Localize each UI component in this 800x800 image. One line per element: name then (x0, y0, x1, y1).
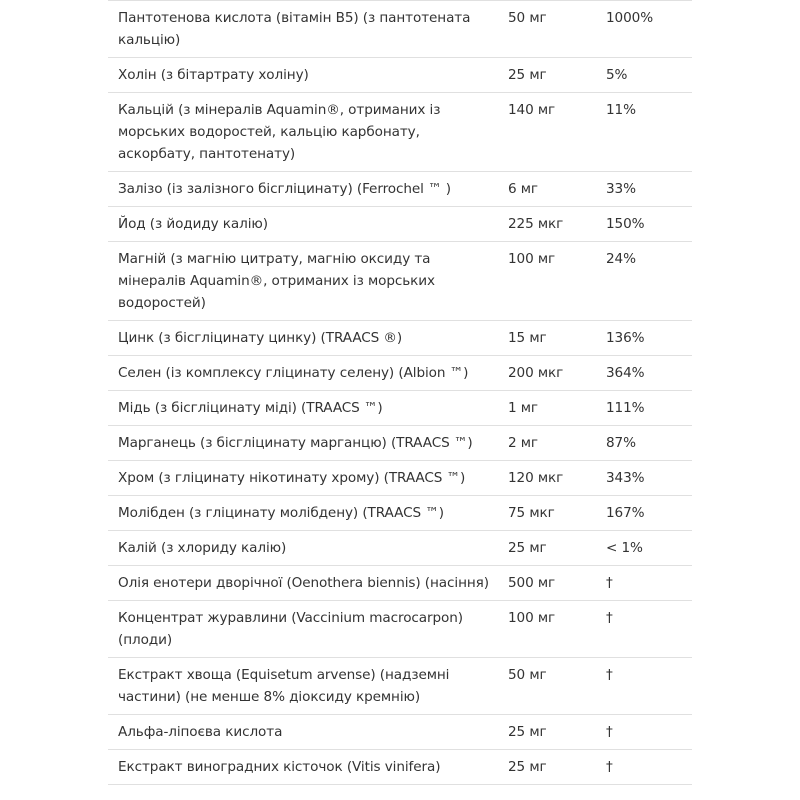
ingredient-name: Залізо (із залізного бісгліцинату) (Ferrochel ™ ) (118, 181, 451, 197)
ingredient-amount: 25 мг (508, 540, 547, 556)
daily-value: 87% (606, 435, 636, 451)
ingredient-amount: 120 мкг (508, 470, 564, 486)
ingredient-amount: 25 мг (508, 759, 547, 775)
ingredient-name: Олія енотери дворічної (Oenothera biennis) (насіння) (118, 575, 489, 591)
ingredient-name: Мідь (з бісгліцинату міді) (TRAACS ™) (118, 400, 383, 416)
ingredient-name: Альфа-ліпоєва кислота (118, 724, 283, 740)
table-row (108, 321, 692, 356)
ingredient-name: Магній (з магнію цитрату, магнію оксиду та мінералів Aquamin®, отриманих із морських водоростей) (118, 251, 435, 311)
daily-value: † (606, 724, 613, 740)
daily-value: 167% (606, 505, 645, 521)
table-row (108, 207, 692, 242)
table-row (108, 58, 692, 93)
ingredient-name: Марганець (з бісгліцинату марганцю) (TRAACS ™) (118, 435, 473, 451)
table-row (108, 426, 692, 461)
supplement-facts-table (108, 0, 692, 785)
ingredient-name: Концентрат журавлини (Vaccinium macrocarpon) (плоди) (118, 610, 463, 648)
ingredient-amount: 25 мг (508, 724, 547, 740)
ingredient-amount: 200 мкг (508, 365, 564, 381)
daily-value: 33% (606, 181, 636, 197)
ingredient-name: Екстракт виноградних кісточок (Vitis vinifera) (118, 759, 441, 775)
daily-value: 343% (606, 470, 645, 486)
ingredient-amount: 25 мг (508, 67, 547, 83)
table-row (108, 715, 692, 750)
ingredient-name: Пантотенова кислота (вітамін B5) (з пантотената кальцію) (118, 10, 471, 48)
ingredient-name: Молібден (з гліцинату молібдену) (TRAACS ™) (118, 505, 444, 521)
daily-value: < 1% (606, 540, 643, 556)
daily-value: 364% (606, 365, 645, 381)
table-row (108, 461, 692, 496)
table-row (108, 356, 692, 391)
daily-value: † (606, 759, 613, 775)
table-row (108, 242, 692, 321)
ingredient-amount: 1 мг (508, 400, 538, 416)
ingredient-amount: 15 мг (508, 330, 547, 346)
ingredient-amount: 6 мг (508, 181, 538, 197)
ingredient-amount: 225 мкг (508, 216, 564, 232)
ingredient-amount: 140 мг (508, 102, 556, 118)
ingredient-amount: 100 мг (508, 251, 556, 267)
ingredient-name: Йод (з йодиду калію) (118, 216, 268, 232)
table-row (108, 750, 692, 785)
table-row (108, 658, 692, 715)
daily-value: 5% (606, 67, 628, 83)
ingredient-amount: 500 мг (508, 575, 556, 591)
daily-value: 11% (606, 102, 636, 118)
ingredient-name: Екстракт хвоща (Equisetum arvense) (надземні частини) (не менше 8% діоксиду кремнію) (118, 667, 450, 705)
ingredient-amount: 75 мкг (508, 505, 555, 521)
daily-value: 1000% (606, 10, 654, 26)
table-row (108, 496, 692, 531)
daily-value: 111% (606, 400, 645, 416)
table-row (108, 601, 692, 658)
daily-value: † (606, 667, 613, 683)
table-row (108, 93, 692, 172)
ingredient-amount: 2 мг (508, 435, 538, 451)
ingredient-name: Хром (з гліцинату нікотинату хрому) (TRAACS ™) (118, 470, 466, 486)
daily-value: 150% (606, 216, 645, 232)
table-row (108, 1, 692, 58)
ingredient-name: Холін (з бітартрату холіну) (118, 67, 309, 83)
table-row (108, 531, 692, 566)
ingredient-amount: 100 мг (508, 610, 556, 626)
table-row (108, 566, 692, 601)
table-row (108, 391, 692, 426)
ingredient-name: Калій (з хлориду калію) (118, 540, 287, 556)
daily-value: 136% (606, 330, 645, 346)
ingredient-amount: 50 мг (508, 10, 547, 26)
daily-value: † (606, 575, 613, 591)
daily-value: † (606, 610, 613, 626)
table-row (108, 172, 692, 207)
ingredient-name: Кальцій (з мінералів Aquamin®, отриманих із морських водоростей, кальцію карбонату, аскорбату, пантотенату) (118, 102, 441, 162)
daily-value: 24% (606, 251, 636, 267)
ingredient-amount: 50 мг (508, 667, 547, 683)
ingredient-name: Селен (із комплексу гліцинату селену) (Albion ™) (118, 365, 469, 381)
ingredient-name: Цинк (з бісгліцинату цинку) (TRAACS ®) (118, 330, 403, 346)
